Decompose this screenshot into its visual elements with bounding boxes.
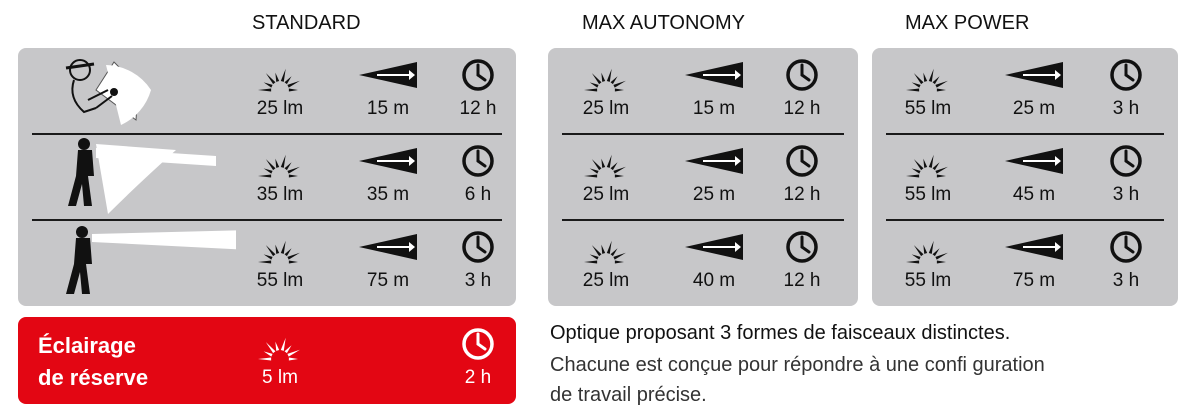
max-power-row-3 bbox=[872, 222, 1178, 305]
standard-panel bbox=[18, 48, 516, 306]
reserve-time bbox=[442, 319, 514, 402]
time-value: 2 h bbox=[464, 367, 492, 388]
description-line-1: Optique proposant 3 formes de faisceaux distinctes. bbox=[550, 322, 1011, 344]
max-autonomy-3-distance bbox=[678, 222, 750, 305]
clock-icon bbox=[461, 327, 495, 361]
beam-arrow-icon bbox=[1003, 58, 1065, 92]
lumens-value: 25 lm bbox=[582, 270, 630, 291]
sun-burst-icon bbox=[258, 58, 302, 92]
beam-arrow-icon bbox=[683, 144, 745, 178]
lumens-value: 55 lm bbox=[256, 270, 304, 291]
beam-arrow-icon bbox=[683, 230, 745, 264]
standard-1-lumens bbox=[244, 50, 316, 133]
clock-icon bbox=[785, 58, 819, 92]
time-value: 12 h bbox=[783, 184, 821, 205]
lumens-value: 25 lm bbox=[582, 98, 630, 119]
clock-icon bbox=[461, 144, 495, 178]
standard-row-2 bbox=[18, 136, 516, 219]
clock-icon bbox=[785, 230, 819, 264]
distance-value: 35 m bbox=[366, 184, 410, 205]
title-max-autonomy: MAX AUTONOMY bbox=[582, 12, 745, 34]
max-autonomy-row-1 bbox=[548, 50, 858, 133]
max-power-3-lumens bbox=[892, 222, 964, 305]
max-power-3-distance bbox=[998, 222, 1070, 305]
distance-value: 40 m bbox=[692, 270, 736, 291]
sun-burst-icon bbox=[584, 230, 628, 264]
standard-2-distance bbox=[352, 136, 424, 219]
max-power-3-time bbox=[1090, 222, 1162, 305]
max-power-row-2 bbox=[872, 136, 1178, 219]
sun-burst-icon bbox=[258, 327, 302, 361]
max-autonomy-2-distance bbox=[678, 136, 750, 219]
description-line-3: de travail précise. bbox=[550, 384, 707, 406]
distance-value: 75 m bbox=[366, 270, 410, 291]
distance-value: 25 m bbox=[1012, 98, 1056, 119]
clock-icon bbox=[461, 58, 495, 92]
row-divider bbox=[886, 133, 1164, 135]
clock-icon bbox=[1109, 144, 1143, 178]
beam-arrow-icon bbox=[1003, 230, 1065, 264]
standard-3-time bbox=[442, 222, 514, 305]
reserve-label-line2: de réserve bbox=[38, 365, 149, 390]
beam-arrow-icon bbox=[357, 230, 419, 264]
sun-burst-icon bbox=[906, 58, 950, 92]
title-standard: STANDARD bbox=[252, 12, 361, 34]
distance-value: 75 m bbox=[1012, 270, 1056, 291]
time-value: 12 h bbox=[783, 98, 821, 119]
time-value: 3 h bbox=[464, 270, 492, 291]
standard-row-3 bbox=[18, 222, 516, 305]
description-line-2: Chacune est conçue pour répondre à une confi guration bbox=[550, 354, 1045, 376]
beam-arrow-icon bbox=[683, 58, 745, 92]
lumens-value: 55 lm bbox=[904, 184, 952, 205]
max-autonomy-1-distance bbox=[678, 50, 750, 133]
lumens-value: 55 lm bbox=[904, 270, 952, 291]
time-value: 3 h bbox=[1112, 98, 1140, 119]
sun-burst-icon bbox=[906, 144, 950, 178]
row-divider bbox=[562, 133, 844, 135]
beam-arrow-icon bbox=[357, 58, 419, 92]
title-max-power: MAX POWER bbox=[905, 12, 1030, 34]
max-power-2-time bbox=[1090, 136, 1162, 219]
reserve-lighting-panel bbox=[18, 317, 516, 404]
mid-range-person-icon bbox=[36, 136, 236, 219]
max-power-1-lumens bbox=[892, 50, 964, 133]
lumens-value: 25 lm bbox=[256, 98, 304, 119]
standard-3-distance bbox=[352, 222, 424, 305]
distance-value: 15 m bbox=[366, 98, 410, 119]
max-power-1-distance bbox=[998, 50, 1070, 133]
max-power-2-distance bbox=[998, 136, 1070, 219]
max-autonomy-panel bbox=[548, 48, 858, 306]
standard-row-1 bbox=[18, 50, 516, 133]
time-value: 3 h bbox=[1112, 270, 1140, 291]
beam-arrow-icon bbox=[1003, 144, 1065, 178]
standard-1-distance bbox=[352, 50, 424, 133]
max-autonomy-1-lumens bbox=[570, 50, 642, 133]
lumens-value: 5 lm bbox=[262, 367, 298, 388]
sun-burst-icon bbox=[584, 144, 628, 178]
max-autonomy-row-2 bbox=[548, 136, 858, 219]
sun-burst-icon bbox=[584, 58, 628, 92]
lumens-value: 35 lm bbox=[256, 184, 304, 205]
reserve-label-line1: Éclairage bbox=[38, 333, 136, 358]
close-range-person-icon bbox=[36, 50, 236, 133]
standard-2-time bbox=[442, 136, 514, 219]
distance-value: 45 m bbox=[1012, 184, 1056, 205]
max-autonomy-2-time bbox=[766, 136, 838, 219]
row-divider bbox=[32, 219, 502, 221]
max-autonomy-row-3 bbox=[548, 222, 858, 305]
max-power-panel bbox=[872, 48, 1178, 306]
max-autonomy-2-lumens bbox=[570, 136, 642, 219]
clock-icon bbox=[1109, 58, 1143, 92]
max-autonomy-3-time bbox=[766, 222, 838, 305]
row-divider bbox=[886, 219, 1164, 221]
distance-value: 25 m bbox=[692, 184, 736, 205]
clock-icon bbox=[1109, 230, 1143, 264]
time-value: 6 h bbox=[464, 184, 492, 205]
clock-icon bbox=[785, 144, 819, 178]
max-power-1-time bbox=[1090, 50, 1162, 133]
sun-burst-icon bbox=[258, 230, 302, 264]
standard-3-lumens bbox=[244, 222, 316, 305]
sun-burst-icon bbox=[258, 144, 302, 178]
reserve-lumens bbox=[244, 319, 316, 402]
row-divider bbox=[562, 219, 844, 221]
time-value: 12 h bbox=[459, 98, 497, 119]
time-value: 3 h bbox=[1112, 184, 1140, 205]
distance-value: 15 m bbox=[692, 98, 736, 119]
max-power-row-1 bbox=[872, 50, 1178, 133]
lumens-value: 25 lm bbox=[582, 184, 630, 205]
standard-2-lumens bbox=[244, 136, 316, 219]
standard-1-time bbox=[442, 50, 514, 133]
time-value: 12 h bbox=[783, 270, 821, 291]
max-power-2-lumens bbox=[892, 136, 964, 219]
sun-burst-icon bbox=[906, 230, 950, 264]
long-range-person-icon bbox=[36, 222, 236, 305]
row-divider bbox=[32, 133, 502, 135]
clock-icon bbox=[461, 230, 495, 264]
max-autonomy-3-lumens bbox=[570, 222, 642, 305]
max-autonomy-1-time bbox=[766, 50, 838, 133]
lumens-value: 55 lm bbox=[904, 98, 952, 119]
beam-arrow-icon bbox=[357, 144, 419, 178]
